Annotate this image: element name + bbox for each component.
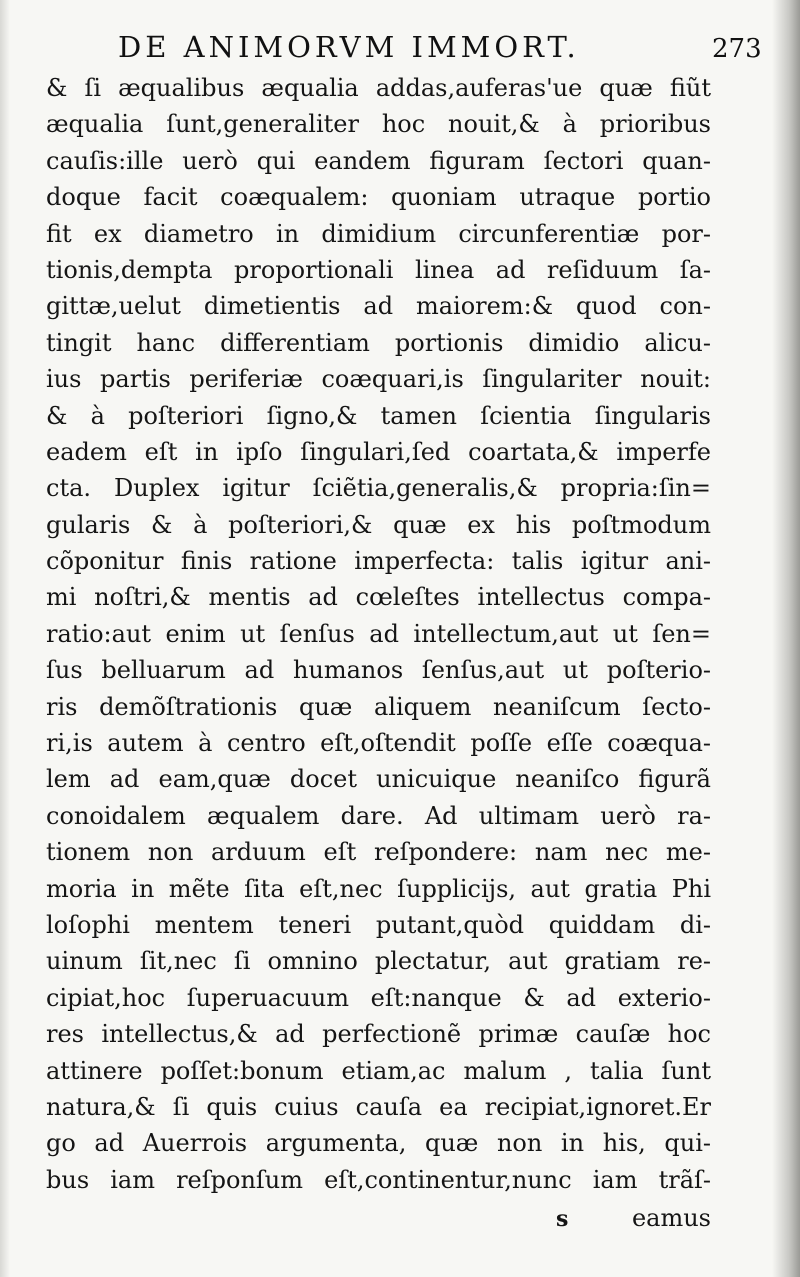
text-line: cipiat,hoc ſuperuacuum eſt:nanque & ad exterio- — [46, 983, 711, 1012]
text-line: ius partis periferiæ coæquari,is ſingulariter nouit: — [46, 365, 711, 394]
text-line: gittæ,uelut dimetientis ad maiorem:& quod con- — [46, 292, 711, 321]
footer-row — [46, 1200, 711, 1240]
body-text — [46, 70, 711, 1198]
text-line: res intellectus,& ad perfectionẽ primæ cauſæ hoc — [46, 1020, 711, 1049]
text-line: conoidalem æqualem dare. Ad ultimam uerò ra- — [46, 801, 711, 830]
text-line: ratio:aut enim ut ſenſus ad intellectum,aut ut ſen= — [46, 619, 711, 648]
text-line: ris demõſtrationis quæ aliquem neaniſcum ſecto- — [46, 692, 711, 721]
catchword: eamus — [631, 1204, 711, 1232]
signature-mark: s — [556, 1206, 569, 1232]
text-line: loſophi mentem teneri putant,quòd quiddam di- — [46, 910, 711, 939]
text-line: fit ex diametro in dimidium circunferentiæ por- — [46, 219, 711, 248]
text-line: æqualia ſunt,generaliter hoc nouit,& à prioribus — [46, 110, 711, 139]
text-line: bus iam reſponſum eſt,continentur,nunc iam trãſ- — [46, 1165, 711, 1194]
text-line: mi noſtri,& mentis ad cœleſtes intellectus compa- — [46, 583, 711, 612]
text-line: & ſi æqualibus æqualia addas,auferas'ue quæ fiũt — [46, 74, 711, 102]
text-line: go ad Auerrois argumenta, quæ non in his, qui- — [46, 1129, 711, 1158]
text-line: ri,is autem à centro eſt,oſtendit poſſe eſſe coæqua- — [46, 729, 711, 758]
text-line: natura,& ſi quis cuius cauſa ea recipiat,ignoret.Er — [46, 1092, 711, 1121]
text-line: gularis & à poſteriori,& quæ ex his poſtmodum — [46, 510, 711, 539]
text-line: doque facit coæqualem: quoniam utraque portio — [46, 183, 711, 212]
text-line: cauſis:ille uerò qui eandem figuram ſectori quan- — [46, 146, 711, 175]
text-line: tionem non arduum eſt reſpondere: nam nec me- — [46, 838, 711, 867]
text-line: moria in mẽte ſita eſt,nec ſupplicijs, aut gratia Phi — [46, 874, 711, 903]
text-line: tionis,dempta proportionali linea ad reſiduum ſa- — [46, 255, 711, 284]
text-line: & à poſteriori ſigno,& tamen ſcientia ſingularis — [46, 401, 711, 430]
text-line: lem ad eam,quæ docet unicuique neaniſco figurã — [46, 765, 711, 794]
text-line: attinere poſſet:bonum etiam,ac malum , talia ſunt — [46, 1056, 711, 1085]
text-line: tingit hanc differentiam portionis dimidio alicu- — [46, 328, 711, 357]
text-line: ſus belluarum ad humanos ſenſus,aut ut poſterio- — [46, 656, 711, 685]
text-line: eadem eſt in ipſo ſingulari,ſed coartata,& imperfe — [46, 437, 711, 466]
text-line: cõponitur finis ratione imperfecta: talis igitur ani- — [46, 547, 711, 576]
text-line: cta. Duplex igitur ſciẽtia,generalis,& propria:ſin= — [46, 474, 711, 503]
text-line: uinum ſit,nec ſi omnino plectatur, aut gratiam re- — [46, 947, 711, 976]
running-title: DE ANIMORVM IMMORT. — [118, 30, 580, 64]
page-number: 273 — [712, 34, 762, 64]
